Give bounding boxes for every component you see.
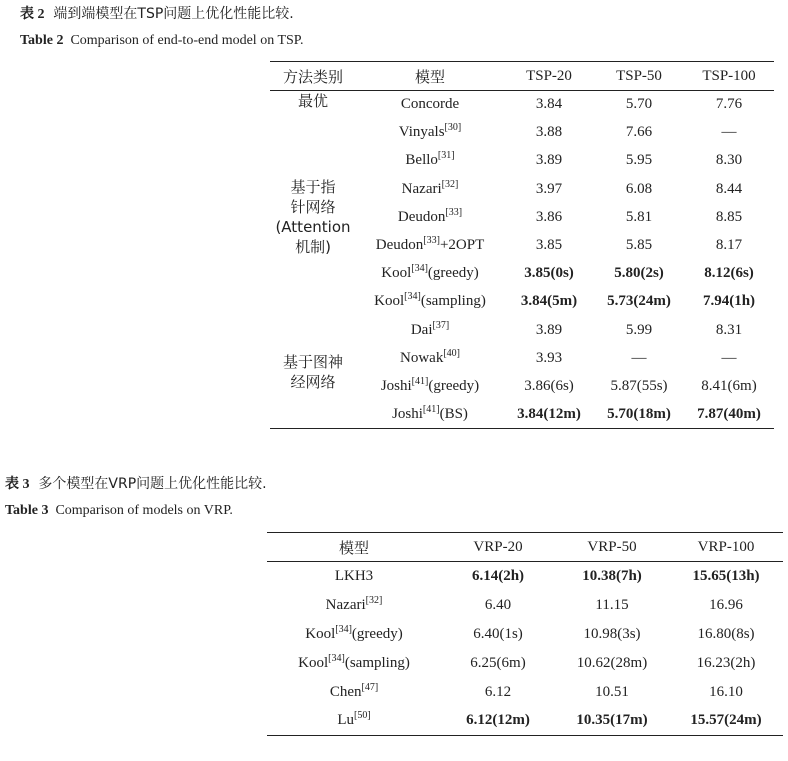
citation-ref: [33] <box>445 206 463 218</box>
table-row <box>267 649 783 678</box>
table2-caption-cn-text: 端到端模型在TSP问题上优化性能比较. <box>53 6 294 22</box>
model-name: Nazari <box>401 180 442 197</box>
model-cell <box>356 147 504 175</box>
table2-header-tsp50: TSP-50 <box>594 62 684 91</box>
table-row <box>270 119 774 147</box>
value-cell: 8.41(6m) <box>701 377 757 394</box>
model-variant: (greedy) <box>428 377 480 394</box>
table2-header-tsp20: TSP-20 <box>504 62 594 91</box>
value-cell: 15.65(13h) <box>692 567 760 584</box>
table2-header-category: 方法类别 <box>270 62 356 91</box>
value-cell: — <box>631 349 647 366</box>
table3-caption-en-number: Table 3 <box>5 503 49 518</box>
value-cell: 6.12(12m) <box>466 712 530 729</box>
table2-caption-en <box>20 33 304 49</box>
category-line: 针网络 <box>290 198 336 217</box>
category-line: (Attention <box>275 218 351 237</box>
model-name: Deudon <box>375 237 424 254</box>
citation-ref: [30] <box>444 122 462 134</box>
value-cell: 5.95 <box>625 152 653 169</box>
value-cell: 6.40(1s) <box>473 625 523 642</box>
model-variant: (sampling) <box>344 654 410 671</box>
value-cell: 3.89 <box>535 321 563 338</box>
category-line: 经网络 <box>290 373 336 392</box>
value-cell: 3.85 <box>535 237 563 254</box>
value-cell: 5.87(55s) <box>610 377 668 394</box>
value-cell: 6.25(6m) <box>470 654 526 671</box>
value-cell: 3.93 <box>535 349 563 366</box>
value-cell: 8.12(6s) <box>704 265 754 282</box>
value-cell: 3.86 <box>535 208 563 225</box>
table3-header-vrp100: VRP-100 <box>669 533 783 562</box>
value-cell: 6.08 <box>625 180 653 197</box>
value-cell: 11.15 <box>595 596 629 613</box>
citation-ref: [37] <box>432 319 450 331</box>
citation-ref: [41] <box>411 375 429 387</box>
model-cell <box>267 678 441 707</box>
citation-ref: [34] <box>411 263 428 275</box>
table2-caption-en-number: Table 2 <box>20 33 64 48</box>
value-cell: 16.96 <box>709 596 743 613</box>
citation-ref: [50] <box>354 710 371 722</box>
table2-header-model: 模型 <box>356 62 504 91</box>
category-cell <box>270 119 356 316</box>
table3-caption-cn-number: 表 3 <box>5 477 30 492</box>
citation-ref: [31] <box>437 150 455 162</box>
model-name: Kool <box>298 654 329 671</box>
value-cell: 3.84 <box>535 96 563 113</box>
table3-header-row <box>267 533 783 562</box>
model-cell <box>356 231 504 259</box>
value-cell: 10.38(7h) <box>582 567 642 584</box>
model-cell <box>356 203 504 231</box>
value-cell: 6.12 <box>484 683 512 700</box>
model-variant: (sampling) <box>420 293 486 310</box>
model-variant: (BS) <box>439 405 468 422</box>
table3 <box>267 532 783 736</box>
citation-ref: [33] <box>423 235 440 247</box>
model-name: Kool <box>374 293 405 310</box>
table2 <box>270 61 774 429</box>
model-name: Lu <box>337 712 354 729</box>
table-row <box>267 620 783 649</box>
value-cell: 8.85 <box>715 208 743 225</box>
model-name: Kool <box>381 265 412 282</box>
table-row <box>270 91 774 119</box>
table2-caption-cn-number: 表 2 <box>20 7 45 22</box>
value-cell: 8.31 <box>715 321 743 338</box>
value-cell: 5.70(18m) <box>607 405 671 422</box>
citation-ref: [40] <box>443 347 460 359</box>
value-cell: 10.51 <box>595 683 629 700</box>
table3-caption-en <box>5 503 233 519</box>
value-cell: 5.99 <box>625 321 653 338</box>
model-variant: (greedy) <box>351 625 403 642</box>
model-name: LKH3 <box>334 567 374 584</box>
citation-ref: [34] <box>404 291 421 303</box>
table2-header-row <box>270 62 774 91</box>
value-cell: 10.35(17m) <box>576 712 648 729</box>
value-cell: 5.85 <box>625 237 653 254</box>
model-name: Joshi <box>392 405 423 422</box>
table3-header-model: 模型 <box>267 533 441 562</box>
value-cell: 8.44 <box>715 180 743 197</box>
value-cell: 3.89 <box>535 152 563 169</box>
value-cell: 7.76 <box>715 96 743 113</box>
value-cell: 6.14(2h) <box>471 567 525 584</box>
citation-ref: [34] <box>328 652 345 664</box>
value-cell: 7.94(1h) <box>702 293 756 310</box>
value-cell: — <box>721 349 737 366</box>
category-line: 基于指 <box>290 178 336 197</box>
value-cell: 5.80(2s) <box>614 265 664 282</box>
value-cell: 3.84(12m) <box>517 405 581 422</box>
table3-caption-cn <box>5 473 267 493</box>
model-cell <box>356 288 504 316</box>
model-cell <box>356 260 504 288</box>
citation-ref: [47] <box>361 681 379 693</box>
table-row <box>267 707 783 736</box>
model-name: Joshi <box>380 377 412 394</box>
value-cell: 8.17 <box>715 237 743 254</box>
model-cell <box>267 591 441 620</box>
value-cell: 5.81 <box>625 208 653 225</box>
table2-caption-cn <box>20 3 294 23</box>
model-cell <box>267 707 441 736</box>
value-cell: — <box>721 124 737 141</box>
value-cell: 3.86(6s) <box>524 377 574 394</box>
value-cell: 5.70 <box>625 96 653 113</box>
model-name: Chen <box>329 683 362 700</box>
model-cell <box>267 649 441 678</box>
table2-body <box>270 91 774 429</box>
model-cell <box>356 344 504 372</box>
table3-caption-en-text: Comparison of models on VRP. <box>55 503 233 518</box>
model-cell <box>267 620 441 649</box>
table3-caption-cn-text: 多个模型在VRP问题上优化性能比较. <box>38 476 267 492</box>
table-row <box>267 562 783 591</box>
model-cell <box>356 91 504 119</box>
value-cell: 8.30 <box>715 152 743 169</box>
model-name: Concorde <box>400 96 460 113</box>
category-line: 最优 <box>297 92 328 110</box>
citation-ref: [41] <box>422 403 440 415</box>
value-cell: 10.62(28m) <box>576 654 648 671</box>
category-line: 机制) <box>295 238 331 257</box>
model-variant: (greedy) <box>427 265 479 282</box>
table2-caption-en-text: Comparison of end-to-end model on TSP. <box>70 33 304 48</box>
table2-header-tsp100: TSP-100 <box>684 62 774 91</box>
value-cell: 7.87(40m) <box>697 405 761 422</box>
category-cell <box>270 91 356 119</box>
citation-ref: [32] <box>365 594 383 606</box>
model-cell <box>356 316 504 344</box>
model-cell <box>356 119 504 147</box>
table3-header-vrp50: VRP-50 <box>555 533 669 562</box>
table-row <box>270 316 774 344</box>
value-cell: 3.97 <box>535 180 563 197</box>
model-name: Kool <box>305 625 336 642</box>
value-cell: 7.66 <box>625 124 653 141</box>
value-cell: 6.40 <box>484 596 512 613</box>
table3-header-vrp20: VRP-20 <box>441 533 555 562</box>
model-name: Bello <box>405 152 438 169</box>
model-name: Dai <box>410 321 433 338</box>
model-variant: +2OPT <box>439 237 485 254</box>
model-name: Vinyals <box>398 124 445 141</box>
category-line: 基于图神 <box>282 353 343 372</box>
value-cell: 5.73(24m) <box>607 293 671 310</box>
category-cell <box>270 316 356 429</box>
model-cell <box>356 401 504 429</box>
table-row <box>267 591 783 620</box>
model-cell <box>356 372 504 400</box>
value-cell: 3.88 <box>535 124 563 141</box>
table-row <box>267 678 783 707</box>
citation-ref: [34] <box>335 623 352 635</box>
model-name: Nazari <box>325 596 366 613</box>
model-cell <box>356 175 504 203</box>
citation-ref: [32] <box>441 178 459 190</box>
value-cell: 15.57(24m) <box>690 712 762 729</box>
value-cell: 3.85(0s) <box>524 265 574 282</box>
value-cell: 10.98(3s) <box>583 625 641 642</box>
model-name: Nowak <box>400 349 444 366</box>
value-cell: 16.80(8s) <box>697 625 755 642</box>
table3-body <box>267 562 783 736</box>
value-cell: 16.10 <box>709 683 743 700</box>
value-cell: 3.84(5m) <box>520 293 578 310</box>
model-cell <box>267 562 441 591</box>
model-name: Deudon <box>397 208 446 225</box>
value-cell: 16.23(2h) <box>696 654 756 671</box>
